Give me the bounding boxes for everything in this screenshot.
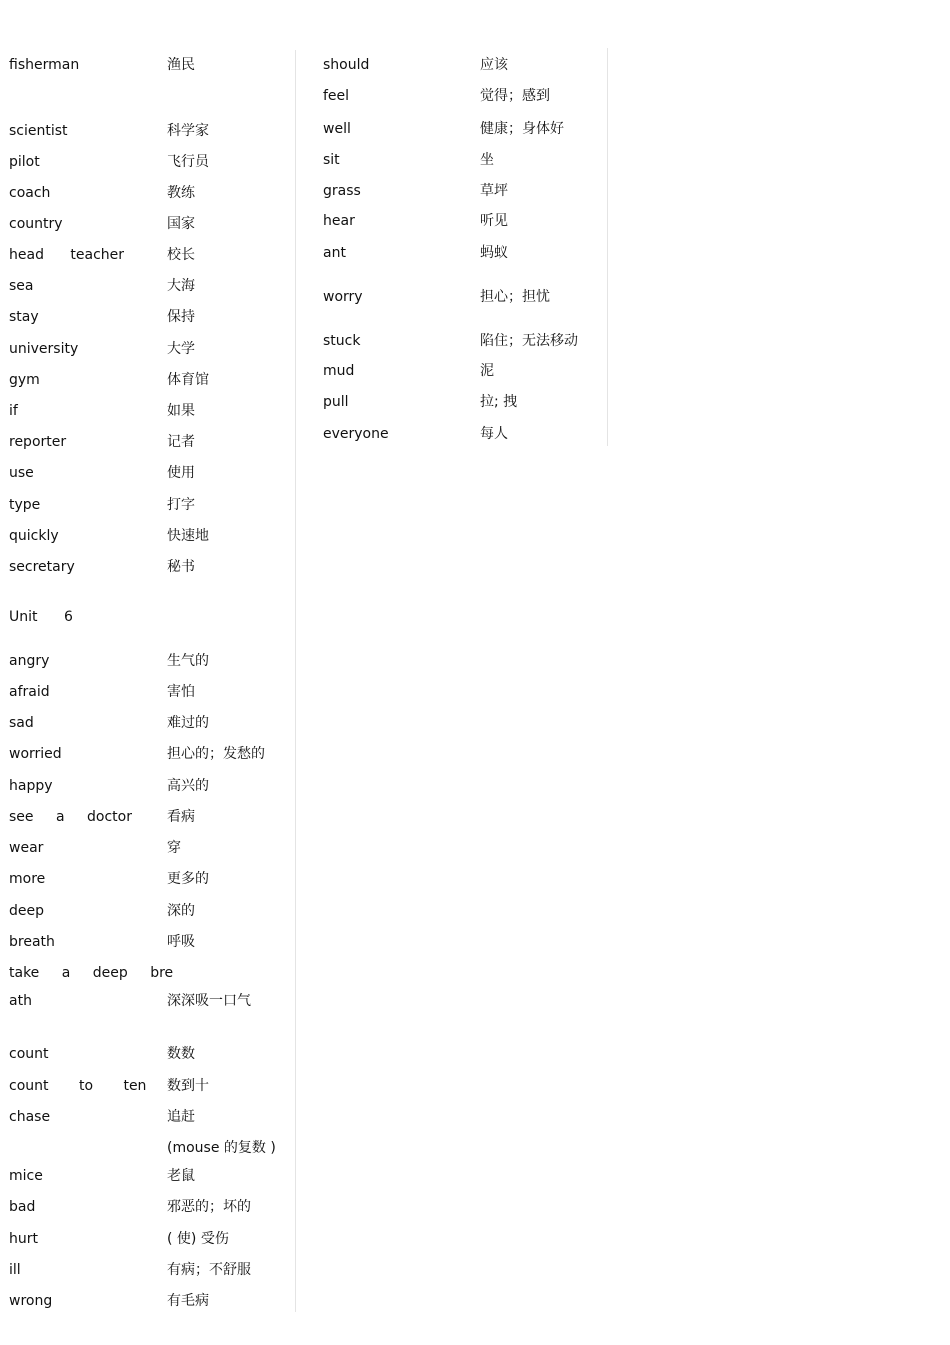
chinese-meaning: 保持: [167, 309, 195, 325]
vocab-row: [0, 650, 950, 672]
chinese-meaning: 陷住；无法移动: [480, 333, 578, 349]
vocab-row: [0, 681, 950, 703]
chinese-meaning: 蚂蚁: [480, 245, 508, 261]
vocab-row: [0, 868, 950, 890]
chinese-meaning: 教练: [167, 185, 195, 201]
vocab-row: [0, 775, 950, 797]
vocab-row: [0, 242, 950, 264]
chinese-meaning: 大海: [167, 278, 195, 294]
vocab-row: [0, 556, 950, 578]
chinese-meaning: 深深吸一口气: [167, 993, 251, 1009]
chinese-meaning: 有病；不舒服: [167, 1262, 251, 1278]
vocab-row: [0, 180, 950, 202]
chinese-meaning: 担心；担忧: [480, 289, 550, 305]
chinese-meaning: 追赶: [167, 1109, 195, 1125]
english-term: ill: [9, 1262, 21, 1278]
english-term: Unit 6: [9, 609, 73, 625]
chinese-meaning: 坐: [480, 152, 494, 168]
chinese-meaning: 秘书: [167, 559, 195, 575]
english-term: pull: [323, 394, 349, 410]
chinese-meaning: 难过的: [167, 715, 209, 731]
english-term: pilot: [9, 154, 40, 170]
english-term: gym: [9, 372, 40, 388]
chinese-meaning: 拉; 拽: [480, 394, 518, 410]
vocab-row: [0, 423, 950, 445]
english-term: grass: [323, 183, 361, 199]
english-term: more: [9, 871, 46, 887]
english-term: mud: [323, 363, 355, 379]
english-term: university: [9, 341, 79, 357]
vocab-row: [0, 525, 950, 547]
chinese-meaning: ( 使) 受伤: [167, 1231, 229, 1247]
english-term: type: [9, 497, 41, 513]
english-term: stay: [9, 309, 39, 325]
chinese-meaning: 听见: [480, 213, 508, 229]
english-term: take a deep bre: [9, 965, 174, 981]
chinese-meaning: 大学: [167, 341, 195, 357]
vocab-row: [0, 54, 950, 76]
vocab-row: [0, 931, 950, 953]
english-term: sea: [9, 278, 34, 294]
chinese-meaning: 飞行员: [167, 154, 209, 170]
vocab-row: [0, 1290, 950, 1312]
english-term: count: [9, 1046, 49, 1062]
english-term: wrong: [9, 1293, 53, 1309]
english-term: head teacher: [9, 247, 125, 263]
english-term: everyone: [323, 426, 389, 442]
chinese-meaning: 穿: [167, 840, 181, 856]
chinese-meaning: 渔民: [167, 57, 195, 73]
vocab-row: [0, 360, 950, 382]
chinese-meaning: (mouse 的复数 ): [167, 1140, 276, 1156]
chinese-meaning: 健康；身体好: [480, 121, 564, 137]
english-term: fisherman: [9, 57, 80, 73]
english-term: hear: [323, 213, 355, 229]
chinese-meaning: 打字: [167, 497, 195, 513]
chinese-meaning: 邪恶的；坏的: [167, 1199, 251, 1215]
vocab-row: [0, 306, 950, 328]
english-term: count to ten: [9, 1078, 147, 1094]
vocab-row: [0, 743, 950, 765]
vocab-row: [0, 1196, 950, 1218]
english-term: worry: [323, 289, 363, 305]
vocab-row: [0, 210, 950, 232]
english-term: afraid: [9, 684, 50, 700]
vocab-row: [0, 990, 950, 1012]
chinese-meaning: 老鼠: [167, 1168, 195, 1184]
chinese-meaning: 数到十: [167, 1078, 209, 1094]
vocab-row: [0, 85, 950, 107]
english-term: angry: [9, 653, 50, 669]
vocab-row: [0, 837, 950, 859]
vocab-row: [0, 462, 950, 484]
english-term: wear: [9, 840, 44, 856]
chinese-meaning: 国家: [167, 216, 195, 232]
chinese-meaning: 使用: [167, 465, 195, 481]
chinese-meaning: 科学家: [167, 123, 209, 139]
vocab-row: [0, 712, 950, 734]
chinese-meaning: 每人: [480, 426, 508, 442]
vocab-row: [0, 149, 950, 171]
english-term: sit: [323, 152, 340, 168]
english-term: coach: [9, 185, 51, 201]
vocab-row: [0, 1075, 950, 1097]
english-term: bad: [9, 1199, 36, 1215]
english-term: mice: [9, 1168, 43, 1184]
vocab-row: [0, 1228, 950, 1250]
chinese-meaning: 泥: [480, 363, 494, 379]
english-term: should: [323, 57, 370, 73]
vocab-row: [0, 1165, 950, 1187]
vocab-row: [0, 1137, 950, 1159]
english-term: deep: [9, 903, 44, 919]
english-term: hurt: [9, 1231, 38, 1247]
english-term: sad: [9, 715, 34, 731]
vocab-row: [0, 900, 950, 922]
chinese-meaning: 校长: [167, 247, 195, 263]
vocab-row: [0, 494, 950, 516]
chinese-meaning: 体育馆: [167, 372, 209, 388]
english-term: use: [9, 465, 34, 481]
chinese-meaning: 害怕: [167, 684, 195, 700]
english-term: ant: [323, 245, 346, 261]
chinese-meaning: 有毛病: [167, 1293, 209, 1309]
vocab-row: [0, 1106, 950, 1128]
chinese-meaning: 数数: [167, 1046, 195, 1062]
english-term: worried: [9, 746, 62, 762]
vocab-row: [0, 330, 950, 352]
vocab-row: [0, 118, 950, 140]
chinese-meaning: 深的: [167, 903, 195, 919]
english-term: country: [9, 216, 63, 232]
english-term: ath: [9, 993, 32, 1009]
vocab-row: [0, 391, 950, 413]
english-term: breath: [9, 934, 55, 950]
vocab-row: [0, 806, 950, 828]
english-term: quickly: [9, 528, 59, 544]
english-term: well: [323, 121, 351, 137]
vocab-row: [0, 286, 950, 308]
english-term: feel: [323, 88, 350, 104]
vocab-row: [0, 1259, 950, 1281]
english-term: secretary: [9, 559, 75, 575]
chinese-meaning: 生气的: [167, 653, 209, 669]
english-term: if: [9, 403, 18, 419]
chinese-meaning: 快速地: [167, 528, 209, 544]
chinese-meaning: 觉得；感到: [480, 88, 550, 104]
english-term: see a doctor: [9, 809, 132, 825]
english-term: reporter: [9, 434, 67, 450]
english-term: stuck: [323, 333, 361, 349]
chinese-meaning: 草坪: [480, 183, 508, 199]
chinese-meaning: 更多的: [167, 871, 209, 887]
english-term: happy: [9, 778, 53, 794]
chinese-meaning: 如果: [167, 403, 195, 419]
chinese-meaning: 应该: [480, 57, 508, 73]
chinese-meaning: 记者: [167, 434, 195, 450]
vocab-row: [0, 962, 950, 984]
chinese-meaning: 担心的；发愁的: [167, 746, 265, 762]
chinese-meaning: 高兴的: [167, 778, 209, 794]
vocab-row: [0, 606, 950, 628]
english-term: chase: [9, 1109, 51, 1125]
chinese-meaning: 呼吸: [167, 934, 195, 950]
vocab-row: [0, 1043, 950, 1065]
english-term: scientist: [9, 123, 68, 139]
chinese-meaning: 看病: [167, 809, 195, 825]
